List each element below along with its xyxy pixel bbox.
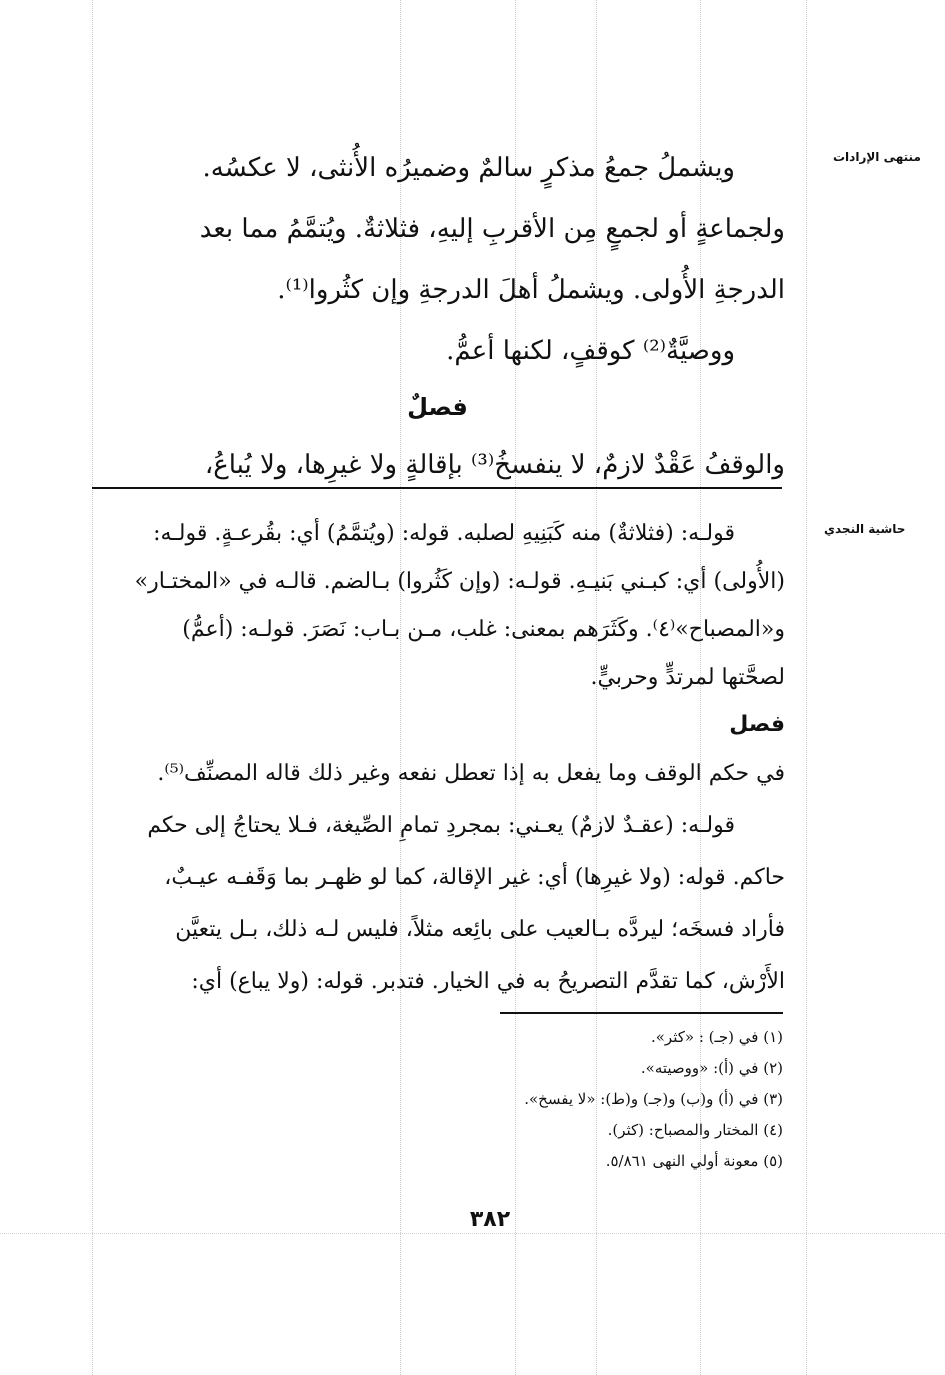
hashiya-line: لصحَّتها لمرتدٍّ وحربيٍّ. (590, 665, 785, 690)
hashiya-line: الأَرْش، كما تقدَّم التصريحُ به في الخيار. فتدبر. قوله: (ولا يباع) أي: (191, 969, 785, 994)
hashiya-line: قولـه: (فثلاثةٌ) منه كَبَنِيهِ لصلبه. قوله: (ويُتمَّمُ) أي: بقُرعـةٍ. قولـه: (153, 521, 735, 546)
side-label-hashiya: حاشية النجدي (824, 522, 906, 536)
hashiya-line: في حكم الوقف وما يفعل به إذا تعطل نفعه وغير ذلك قاله المصنِّف⁽⁵⁾. (157, 761, 785, 786)
matn-line: ووصيَّةٌ⁽²⁾ كوقفٍ، لكنها أعمُّ. (446, 336, 735, 366)
page-number: ٣٨٢ (469, 1207, 511, 1232)
footnote-separator (500, 1012, 783, 1014)
footnote: (٣) في (أ) و(ب) و(جـ) و(ط): «لا يفسخ». (524, 1090, 783, 1108)
matn-line: ولجماعةٍ أو لجمعٍ مِن الأقربِ إليهِ، فثلاثةٌ. ويُتمَّمُ مما بعد (199, 214, 785, 244)
hashiya-heading: فصل (729, 712, 785, 737)
scan-guide-line (0, 1233, 945, 1234)
hashiya-line: و«المصباح»⁽٤⁾. وكَثَرَهم بمعنى: غلب، مـن بـاب: نَصَرَ. قولـه: (أعمُّ) (182, 617, 785, 642)
hashiya-text (90, 510, 785, 1008)
hashiya-line: حاكم. قوله: (ولا غيرِها) أي: غير الإقالة، كما لو ظهـر بما وَقَفـه عيـبٌ، (164, 865, 785, 890)
footnotes (300, 1022, 783, 1177)
footnote: (٥) معونة أولي النهى ٥/٨٦١. (605, 1152, 783, 1170)
hashiya-line: (الأُولى) أي: كبـني بَنيـهِ. قولـه: (وإن كَثُروا) بـالضم. قالـه في «المختـار» (134, 569, 785, 594)
matn-line: ويشملُ جمعُ مذكرٍ سالمٌ وضميرُه الأُنثى، لا عكسُه. (202, 153, 735, 183)
matn-section-line: والوقفُ عَقْدٌ لازمٌ، لا ينفسخُ⁽³⁾ بإقالةٍ ولا غيرِها، ولا يُباعُ، (204, 450, 785, 480)
hashiya-line: فأراد فسخَه؛ ليردَّه بـالعيب على بائِعه مثلاً، فليس لـه ذلك، بـل يتعيَّن (175, 917, 785, 942)
matn-line: الدرجةِ الأُولى. ويشملُ أهلَ الدرجةِ وإن كثُروا⁽¹⁾. (277, 275, 785, 305)
footnote: (٤) المختار والمصباح: (كثر). (607, 1121, 783, 1139)
matn-text (90, 138, 785, 498)
scan-guide-line (806, 0, 807, 1375)
footnote: (١) في (جـ) : «كثر». (650, 1028, 783, 1046)
side-label-matn: منتهى الإرادات (833, 150, 921, 164)
matn-section-heading: فصلٌ (407, 393, 468, 421)
matn-bottom-rule (92, 487, 782, 489)
hashiya-line: قولـه: (عقـدٌ لازمٌ) يعـني: بمجردِ تمامِ الصِّيغة، فـلا يحتاجُ إلى حكم (147, 813, 735, 838)
footnote: (٢) في (أ): «ووصيته». (640, 1059, 783, 1077)
